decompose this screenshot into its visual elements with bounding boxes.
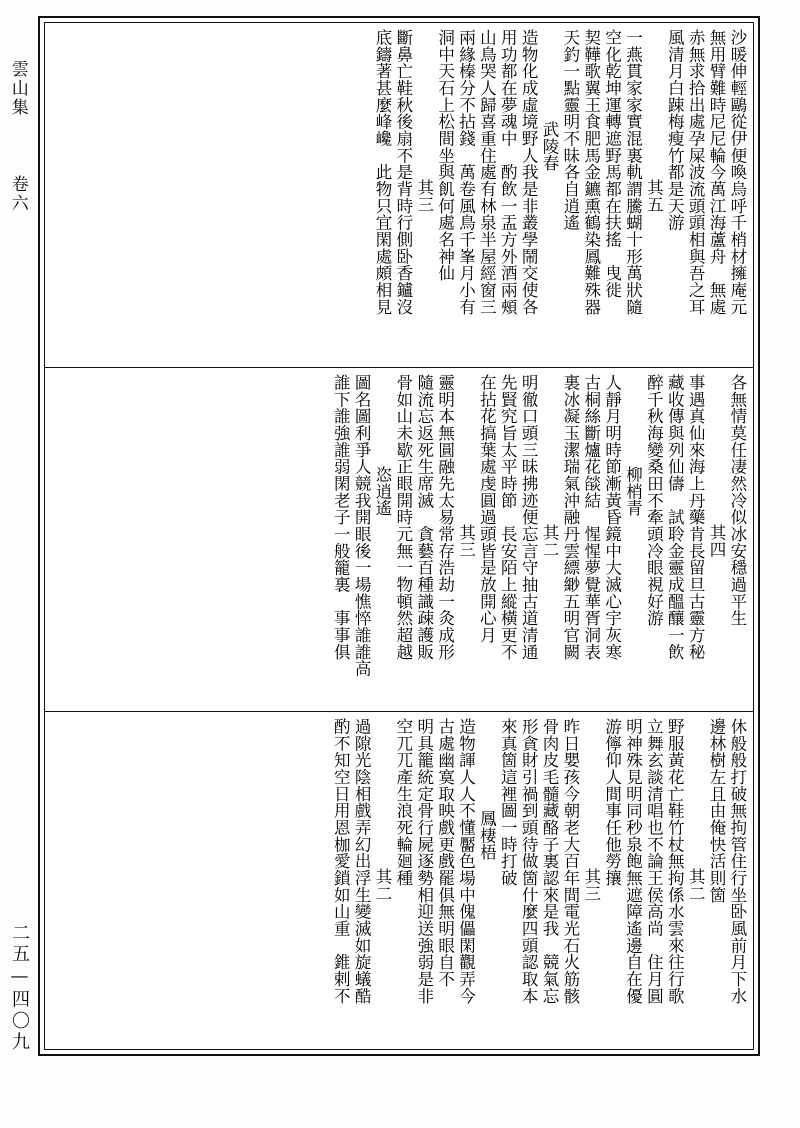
section-title-column: 其四 bbox=[706, 524, 726, 558]
section-title-column: 其三 bbox=[456, 524, 476, 558]
text-column: 隨流忘返死生席滅 貪藝百種識疎護販 bbox=[414, 374, 434, 661]
text-column: 酌不知空日用恩枷愛鎖如山重 錐剌不 bbox=[331, 718, 351, 1005]
section-title-column: 其三 bbox=[414, 179, 434, 213]
text-column: 人靜月明時節漸黃昏鏡中大滅心宇灰寒 bbox=[602, 374, 622, 661]
text-column: 空化乾坤運轉遮野馬都在扶搖 曳徙 bbox=[602, 29, 622, 299]
book-title: 雲山集 bbox=[7, 60, 28, 118]
text-column: 天釣一點靈明不昧各自逍遙 bbox=[560, 29, 580, 231]
section-title-column: 鳳棲梧 bbox=[477, 810, 497, 861]
text-column: 休般般打破無拘管住行坐卧風前月下水 bbox=[727, 718, 747, 1005]
left-margin-column bbox=[0, 0, 42, 1128]
section-title-column: 其二 bbox=[539, 524, 559, 558]
text-column: 洞中天石上松間坐與飢何處名神仙 bbox=[435, 29, 455, 282]
text-column: 醉千秋海變桑田不牽頭冷眼視好游 bbox=[644, 374, 664, 627]
text-column: 昨日嬰孩今朝老大百年間電光石火筋骸 bbox=[560, 718, 580, 1005]
section-title-column: 武陵春 bbox=[539, 121, 559, 172]
text-column: 靈明本無圓融先太易常存浩劫一灸成形 bbox=[435, 374, 455, 661]
section-title-column: 恣逍遙 bbox=[372, 466, 392, 517]
text-column: 來真箇這裡圖一時打破 bbox=[498, 718, 518, 887]
section-title-column: 其三 bbox=[581, 868, 601, 902]
text-column: 赤無求拾出處孕屎波流頭頭相與吾之耳 bbox=[686, 29, 706, 316]
text-column: 用功都在夢魂中 酌飲一盂方外酒兩頰 bbox=[498, 29, 518, 316]
section-title-column: 柳梢青 bbox=[623, 466, 643, 517]
text-column: 藏收傳與列仙儔 試聆金靈成醞釀一飲 bbox=[665, 374, 685, 661]
text-column: 沙暖伸輕鷗從伊便喚烏呼千梢材擁庵元 bbox=[727, 29, 747, 316]
text-column: 野服黃花亡鞋竹杖無拘係水雲來往行歌 bbox=[665, 718, 685, 1005]
text-frame bbox=[38, 16, 760, 1056]
column-group-bottom bbox=[51, 718, 747, 1051]
text-column: 明神殊見明同秒泉飽無遮障遙邊自在優 bbox=[623, 718, 643, 1005]
text-column: 先賢究旨太平時節 長安陌上縱橫更不 bbox=[498, 374, 518, 661]
text-column: 山鳥哭人歸喜重住處有林泉半屋經窗三 bbox=[477, 29, 497, 316]
text-column: 事遇真仙來海上丹藥肯長留旦古靈方秘 bbox=[686, 374, 706, 661]
text-column: 造物諢人人不懂靨色場中傀儡閑觀弄今 bbox=[456, 718, 476, 1005]
text-column: 空兀兀產生浪死輪廻種 bbox=[393, 718, 413, 887]
volume-label: 卷六 bbox=[7, 175, 28, 214]
column-group-top bbox=[51, 29, 747, 363]
text-column: 過隙光陰相戲弄幻出浮生變滅如旋蟻酷 bbox=[352, 718, 372, 1005]
text-column: 古處幽寞取映戲更戲罷俱無明眼自不 bbox=[435, 718, 455, 988]
text-column: 誰下誰強誰弱閑老子一般籠裏 事事俱 bbox=[331, 374, 351, 661]
text-column: 古桐絲斷爐花燄結 惺惺夢覺華胥洞表 bbox=[581, 374, 601, 661]
text-column: 兩緣榛分不拈錢 萬卷風鳥千峯月小有 bbox=[456, 29, 476, 316]
column-group-middle bbox=[51, 374, 747, 707]
text-column: 形貪財引禍到頭待做箇什麼四頭認取本 bbox=[519, 718, 539, 1005]
text-band-bottom bbox=[45, 711, 753, 1055]
text-frame-inner bbox=[44, 22, 754, 1050]
text-column: 在拈花搞葉處虔圓過頭皆是放開心月 bbox=[477, 374, 497, 644]
text-column: 游儜仰人間事任他勞攘 bbox=[602, 718, 622, 887]
text-column: 明具籠統定骨行屍逐勢相迎送強弱是非 bbox=[414, 718, 434, 1005]
text-column: 斷鼻亡鞋秋後扇不是背時行側卧香鑪沒 bbox=[393, 29, 413, 316]
text-column: 邊林樹左且由俺快活則箇 bbox=[706, 718, 726, 904]
text-column: 骨如山未歇正眼開時元無一物頓然超越 bbox=[393, 374, 413, 661]
text-column: 底鑄著甚麼峰巉 此物只宜閑處頗相見 bbox=[372, 29, 392, 316]
section-title-column: 其二 bbox=[372, 868, 392, 902]
section-title-column: 其二 bbox=[686, 868, 706, 902]
text-column: 契鞾歌翼王食肥馬金鑣熏鶴染鳳難殊器 bbox=[581, 29, 601, 316]
text-column: 造物化成虛境野人我是非叢學鬧交使各 bbox=[519, 29, 539, 316]
text-column: 一燕貫家家實混裏軌謂騰蝴十形萬狀隨 bbox=[623, 29, 643, 316]
text-column: 無用臂難時尼尼輪今萬江海蘆舟 無處 bbox=[706, 29, 726, 316]
page-number: 二五—四〇九 bbox=[9, 922, 30, 1053]
text-band-top bbox=[45, 23, 753, 367]
text-column: 風清月白踈梅瘦竹都是天游 bbox=[665, 29, 685, 231]
text-column: 立舞玄談清唱也不論王侯高尚 住月圓 bbox=[644, 718, 664, 1005]
text-column: 各無情莫任凄然冷似冰安穩過平生 bbox=[727, 374, 747, 627]
section-title-column: 其五 bbox=[644, 179, 664, 213]
text-column: 骨肉皮毛髓藏酪子裏認來是我 競氣忘 bbox=[539, 718, 559, 1005]
text-band-middle bbox=[45, 367, 753, 711]
text-column: 明徹口頭三昧拂迹便忘言守抽古道清通 bbox=[519, 374, 539, 661]
text-column: 裏冰凝玉潔瑞氣沖融丹雲縹緲五明官闕 bbox=[560, 374, 580, 661]
text-column: 圖名圖利爭人競我開眼後一場憔悴誰誰高 bbox=[352, 374, 372, 677]
